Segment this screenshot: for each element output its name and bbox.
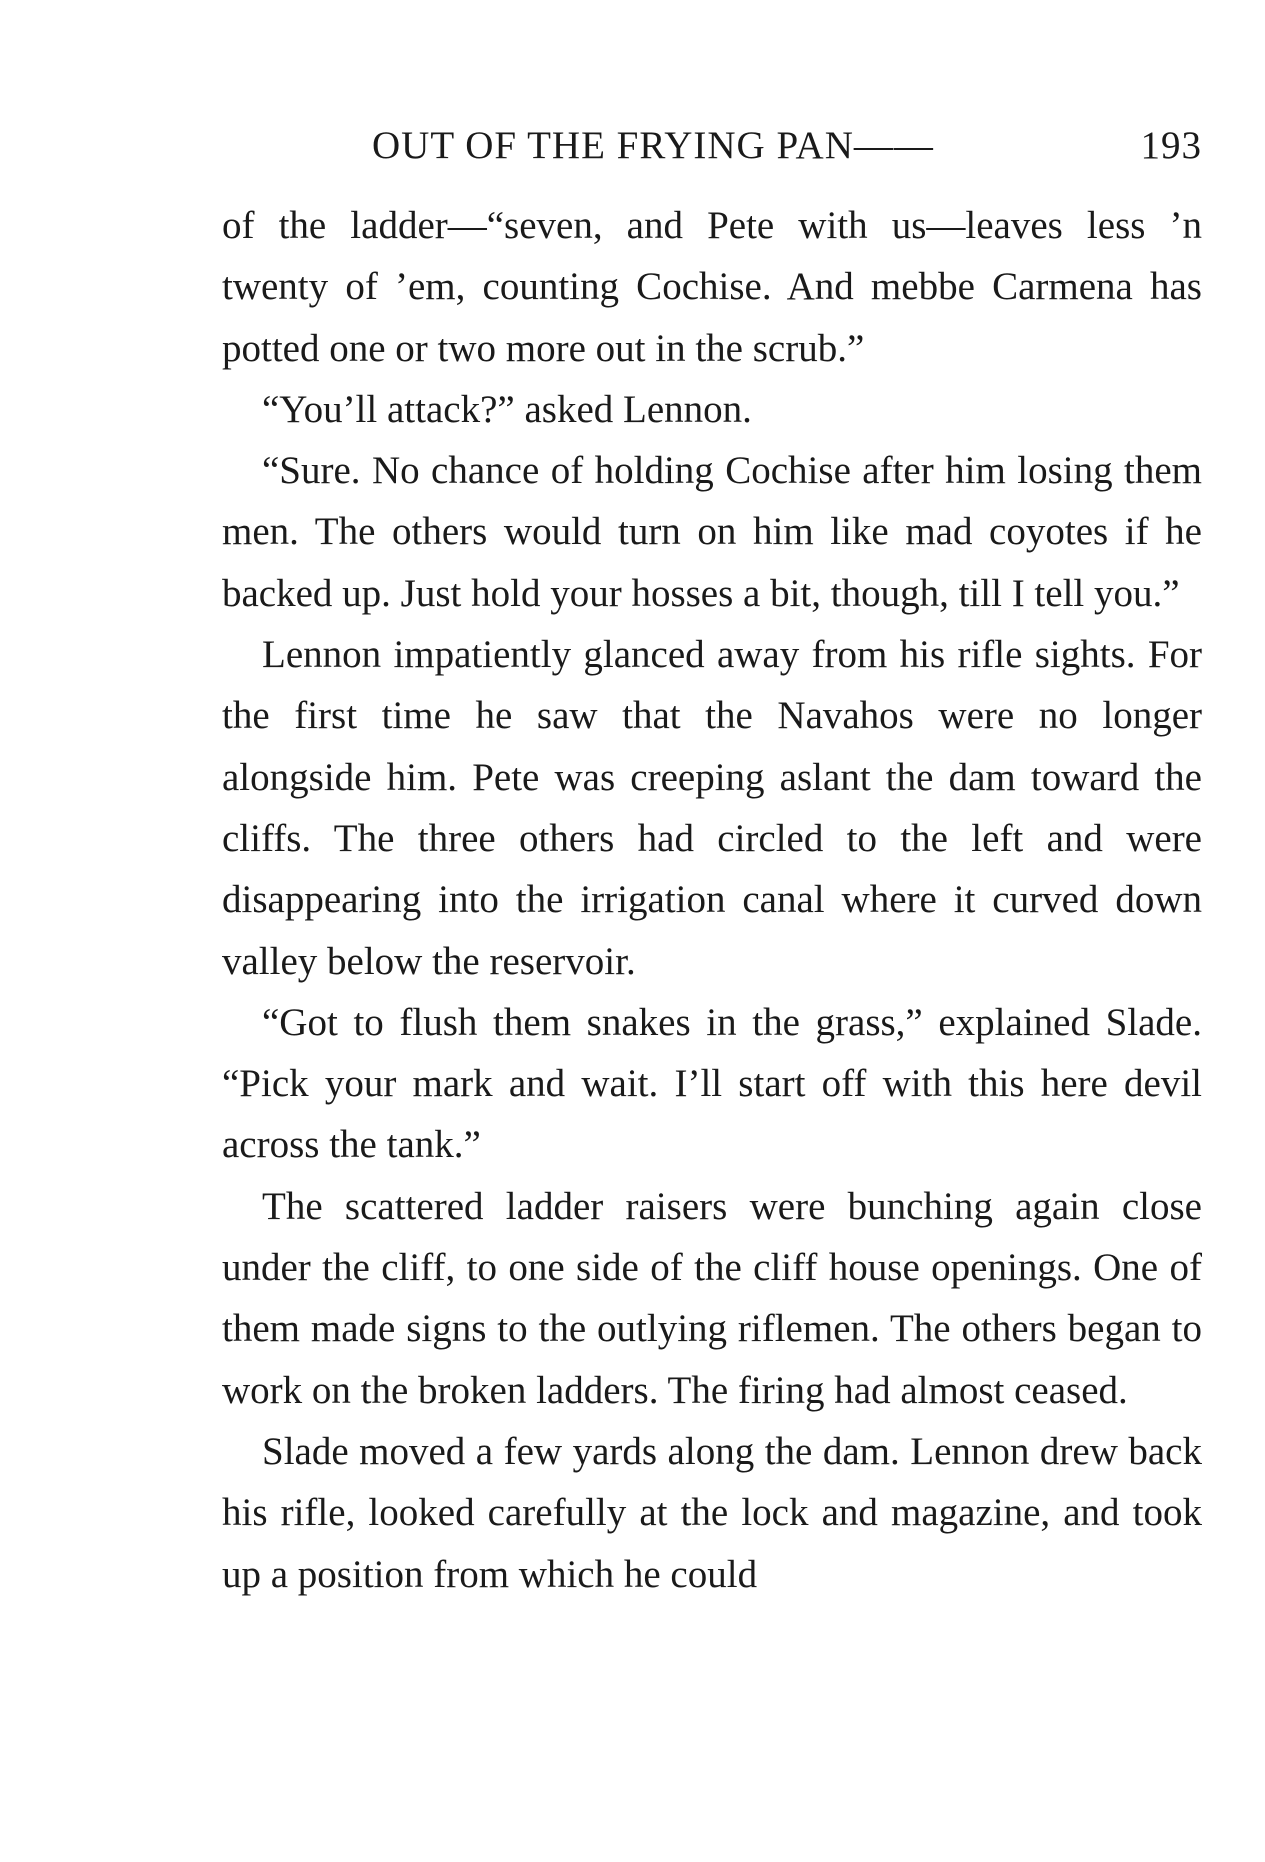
- page-number: 193: [1140, 124, 1202, 167]
- paragraph-continued: of the ladder—“seven, and Pete with us—leaves less ’n twenty of ’em, counting Cochise. And mebbe Carmena has potted one or two more out in the scrub.”: [222, 204, 1202, 370]
- running-title: OUT OF THE FRYING PAN——: [372, 124, 934, 167]
- paragraph: The scattered ladder raisers were bunching again close under the cliff, to one side of the cliff house openings. One of them made signs to the outlying riflemen. The others began to work on the broken ladders. The firing had almost ceased.: [222, 1184, 1202, 1412]
- running-head: [222, 120, 1202, 172]
- paragraph: “You’ll attack?” asked Lennon.: [262, 387, 752, 431]
- paragraph: “Got to flush them snakes in the grass,” explained Slade. “Pick your mark and wait. I’ll start off with this here devil across the tank.”: [222, 1000, 1202, 1167]
- paragraph: “Sure. No chance of holding Cochise after him losing them men. The others would turn on him like mad coyotes if he backed up. Just hold your hosses a bit, though, till I tell you.”: [222, 449, 1202, 615]
- paragraph: Slade moved a few yards along the dam. Lennon drew back his rifle, looked carefully at the lock and magazine, and took up a position from which he could: [222, 1429, 1202, 1596]
- paragraph: Lennon impatiently glanced away from his rifle sights. For the first time he saw that the Navahos were no longer alongside him. Pete was creeping aslant the dam toward the cliffs. The three others had circled to the left and were disappearing into the irrigation canal where it curved down valley below the reservoir.: [222, 633, 1202, 983]
- body-text: [222, 195, 1202, 1605]
